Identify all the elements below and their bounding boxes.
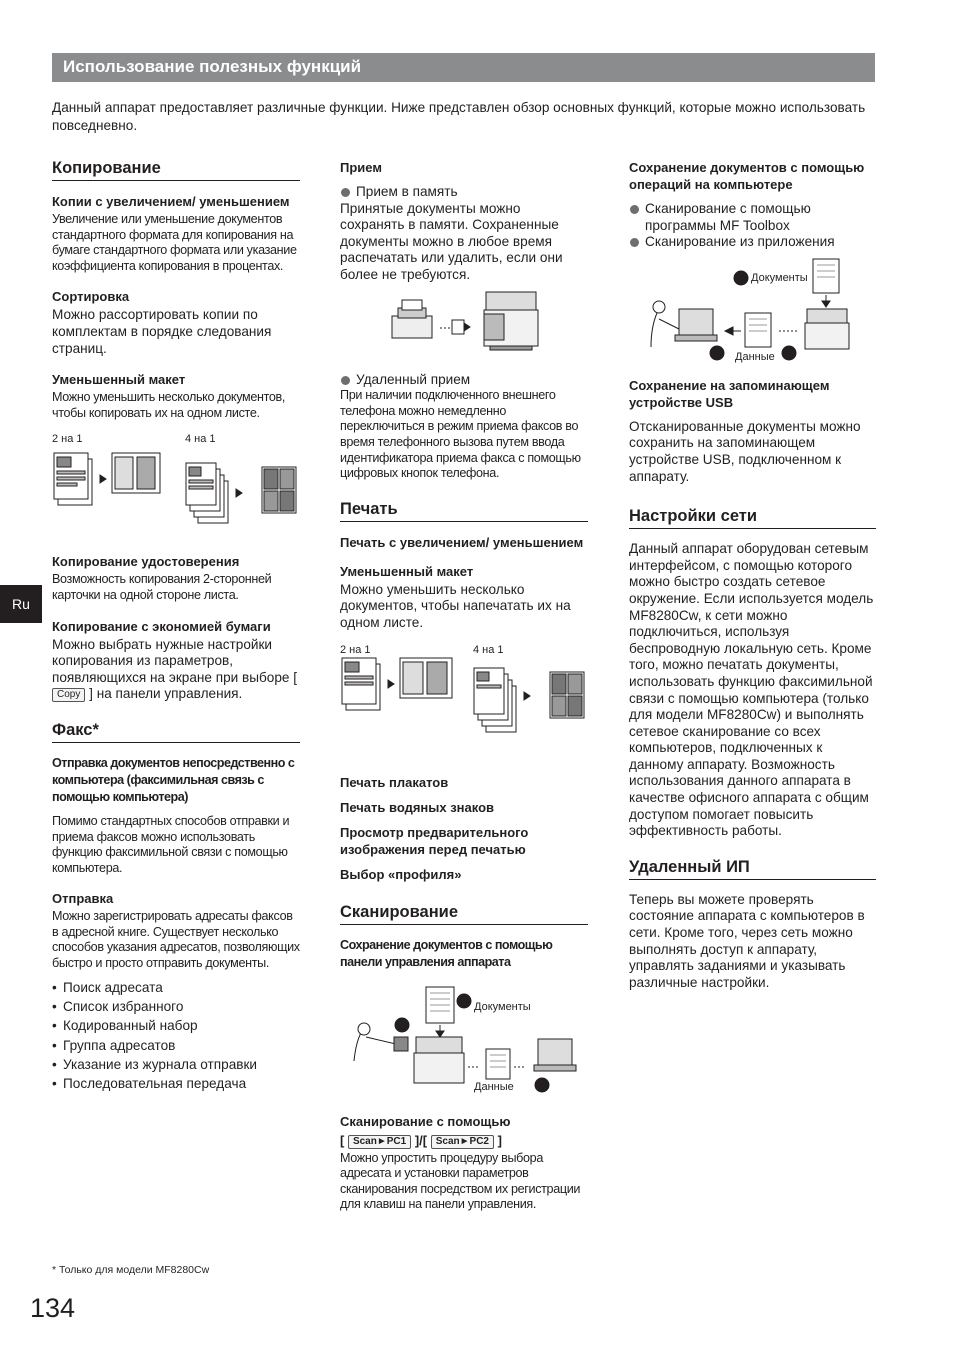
copy-id-text: Возможность копирования 2-сторонней карточки на одной стороне листа. (52, 572, 272, 602)
scan-keys-title: Сканирование с помощью (340, 1113, 511, 1129)
scan-panel-title: Сохранение документов с помощью панели управления аппарата (340, 937, 553, 969)
scan-keys-text: Можно упростить процедуру выбора адресата и установки параметров сканирования посредством их регистрации для клавиш на панели управления. (340, 1150, 581, 1212)
section-title: Использование полезных функций (63, 57, 362, 76)
copy-layout-figure (52, 431, 300, 543)
print-layout-figure (340, 642, 588, 760)
pcscan-data-label: Данные (735, 350, 775, 363)
copy-eco-text-tail: на панели управления. (96, 686, 243, 702)
network-text: Данный аппарат оборудован сетевым интерфейсом, с помощью которого можно быстро создать сетевое окружение. Если используется модель MF8280Cw, к сети можно подключиться, используя беспроводную локальную сеть. Кроме того, можно печатать документы, использовать функцию факсимильной связи с помощью компьютера (только для модели MF8280Cw) и выполнять сетевое сканирование со всех компьютеров, подключенных к данному аппарату. Возможность использования данного аппарата в качестве офисного аппарата с общим доступом помогает повысить эффективность работы. (629, 541, 874, 839)
fax-pc-text: Помимо стандартных способов отправки и приема факсов можно использовать функцию факсимильной связи с помощью компьютера. (52, 813, 290, 875)
print-layout-text: Можно уменьшить несколько документов, чтобы напечатать их на одном листе. (340, 581, 571, 630)
copy-label-4in1: 4 на 1 (185, 433, 216, 446)
fax-heading: Факс* (52, 721, 300, 743)
fax-remote-text: При наличии подключенного внешнего телефона можно немедленно переключиться в режим приема факсов во время телефонного вызова путем ввода идентификатора приема факса с помощью цифровых кнопок телефона. (340, 388, 581, 481)
fax-send-item: • Список избранного (52, 997, 300, 1016)
remote-ui-heading: Удаленный ИП (629, 858, 876, 880)
fax-remote-bullet: Удаленный прием (340, 372, 588, 389)
scan-heading: Сканирование (340, 903, 588, 925)
column-3 (629, 159, 876, 991)
layout-diagram-icon (52, 431, 300, 543)
language-tab[interactable]: Ru (0, 585, 42, 623)
usb-title: Сохранение на запоминающем устройстве USB (629, 377, 830, 410)
scan-pc1-key[interactable]: Scan►PC1 (348, 1135, 411, 1149)
footnote: * Только для модели MF8280Cw (52, 1264, 210, 1276)
print-label-4in1: 4 на 1 (473, 643, 504, 656)
fax-send-text: Можно зарегистрировать адресаты факсов в адресной книге. Существует несколько способов указания адресатов, позволяющих быстро и просто отправить документы. (52, 909, 300, 971)
fax-recv-title: Прием (340, 160, 382, 175)
remote-ui-text: Теперь вы можете проверять состояние аппарата с компьютеров в сети. Кроме того, через сеть можно выполнять доступ к аппарату, управлять заданиями и указывать различные настройки. (629, 891, 865, 990)
print-watermark-title: Печать водяных знаков (340, 799, 495, 815)
pcscan-bullet-2: Сканирование из приложения (629, 234, 876, 251)
fax-send-item: • Последовательная передача (52, 1074, 300, 1093)
fax-mem-bullet: Прием в память (340, 184, 588, 201)
fax-machine-icon (340, 284, 588, 362)
print-poster-title: Печать плакатов (340, 774, 449, 790)
fax-send-title: Отправка (52, 891, 114, 907)
copy-heading: Копирование (52, 159, 300, 181)
copy-eco-text: Можно выбрать нужные настройки копирования из параметров, появляющихся на экране при выборе [ Copy ] на панели управления. (52, 636, 298, 702)
column-1 (52, 159, 300, 1093)
fax-send-item: • Кодированный набор (52, 1016, 300, 1035)
copy-eco-title: Копирование с экономией бумаги (52, 618, 271, 634)
scan-docs-label: Документы (474, 1000, 531, 1013)
scan-keys-row: [ Scan►PC1 ]/[ Scan►PC2 ] (340, 1132, 502, 1148)
print-preview-title: Просмотр предварительного изображения перед печатью (340, 824, 529, 857)
copy-sort-text: Можно рассортировать копии по комплектам в порядке следования страниц. (52, 307, 272, 356)
network-heading: Настройки сети (629, 507, 876, 529)
column-2 (340, 159, 588, 1213)
scan-pc2-key[interactable]: Scan►PC2 (431, 1135, 494, 1149)
copy-eco-text-body: Можно выбрать нужные настройки копирования из параметров, появляющихся на экране при выборе (52, 636, 290, 685)
pcscan-title: Сохранение документов с помощью операций на компьютере (629, 160, 865, 192)
pcscan-docs-label: Документы (751, 271, 808, 284)
copy-sort-title: Сортировка (52, 289, 130, 305)
print-heading: Печать (340, 500, 588, 522)
copy-key-button[interactable]: Copy (52, 688, 85, 702)
copy-layout-title: Уменьшенный макет (52, 372, 186, 388)
fax-send-item: • Поиск адресата (52, 978, 300, 997)
page-number: 134 (30, 1293, 76, 1323)
intro-text: Данный аппарат предоставляет различные функции. Ниже представлен обзор основных функций, которые можно использовать повседневно. (52, 100, 866, 133)
fax-mem-text: Принятые документы можно сохранять в памяти. Сохраненные документы можно в любое время распечатать или удалить, если они более не требуются. (340, 200, 563, 282)
fax-send-item: • Указание из журнала отправки (52, 1055, 300, 1074)
print-layout-diagram-icon (340, 642, 588, 760)
copy-zoom-text: Увеличение или уменьшение документов стандартного формата для копирования на бумаге стандартного формата или указание коэффициента копирования в процентах. (52, 212, 297, 273)
scan-panel-diagram-icon (340, 973, 588, 1103)
fax-recv-figure (340, 284, 588, 362)
print-zoom-title: Печать с увеличением/ уменьшением (340, 534, 584, 550)
copy-layout-text: Можно уменьшить несколько документов, чтобы копировать их на одном листе. (52, 390, 286, 420)
fax-send-item: • Группа адресатов (52, 1036, 300, 1055)
section-banner (52, 53, 875, 82)
print-layout-title: Уменьшенный макет (340, 563, 474, 579)
fax-pc-title: Отправка документов непосредственно с компьютера (факсимильная связь с помощью компьютера) (52, 755, 295, 804)
scan-panel-figure (340, 973, 588, 1103)
print-profile-title: Выбор «профиля» (340, 866, 462, 882)
usb-text: Отсканированные документы можно сохранить на запоминающем устройстве USB, подключенном к аппарату. (629, 418, 861, 484)
pcscan-figure (629, 251, 876, 371)
copy-id-title: Копирование удостоверения (52, 554, 240, 570)
scan-data-label: Данные (474, 1080, 514, 1093)
copy-label-2in1: 2 на 1 (52, 433, 83, 446)
copy-zoom-title: Копии с увеличением/ уменьшением (52, 194, 290, 209)
pcscan-bullet-1: Сканирование с помощью программы MF Toolbox (629, 201, 876, 234)
print-label-2in1: 2 на 1 (340, 643, 371, 656)
